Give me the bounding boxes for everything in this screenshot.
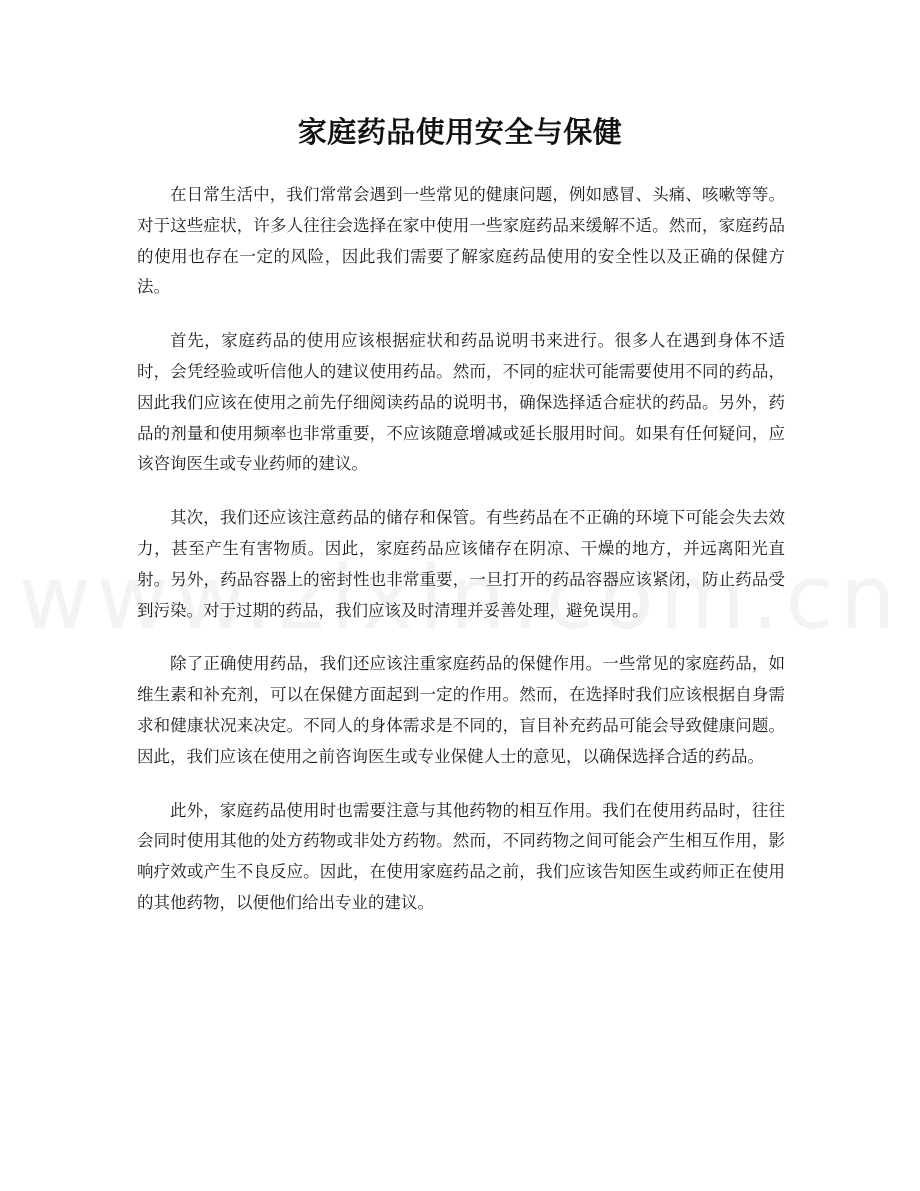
paragraph-intro: 在日常生活中，我们常常会遇到一些常见的健康问题，例如感冒、头痛、咳嗽等等。对于这些症状，许多人往往会选择在家中使用一些家庭药品来缓解不适。然而，家庭药品的使用也存在一定的风险，因此我们需要了解家庭药品使用的安全性以及正确的保健方法。 <box>137 185 785 297</box>
document-title: 家庭药品使用安全与保健 <box>297 115 623 149</box>
paragraph-second: 其次，我们还应该注意药品的储存和保管。有些药品在不正确的环境下可能会失去效力，甚至产生有害物质。因此，家庭药品应该储存在阴凉、干燥的地方，并远离阳光直射。另外，药品容器上的密封性也非常重要，一旦打开的药品容器应该紧闭，防止药品受到污染。对于过期的药品，我们应该及时清理并妥善处理，避免误用。 <box>137 508 785 620</box>
paragraph-first: 首先，家庭药品的使用应该根据症状和药品说明书来进行。很多人在遇到身体不适时，会凭经验或听信他人的建议使用药品。然而，不同的症状可能需要使用不同的药品，因此我们应该在使用之前先仔细阅读药品的说明书，确保选择适合症状的药品。另外，药品的剂量和使用频率也非常重要，不应该随意增减或延长服用时间。如果有任何疑问，应该咨询医生或专业药师的建议。 <box>137 331 785 474</box>
paragraph-third: 除了正确使用药品，我们还应该注重家庭药品的保健作用。一些常见的家庭药品，如维生素和补充剂，可以在保健方面起到一定的作用。然而，在选择时我们应该根据自身需求和健康状况来决定。不同人的身体需求是不同的，盲目补充药品可能会导致健康问题。因此，我们应该在使用之前咨询医生或专业保健人士的意见，以确保选择合适的药品。 <box>137 654 785 766</box>
document-body <box>137 180 785 942</box>
paragraph-fourth: 此外，家庭药品使用时也需要注意与其他药物的相互作用。我们在使用药品时，往往会同时使用其他的处方药物或非处方药物。然而，不同药物之间可能会产生相互作用，影响疗效或产生不良反应。因此，在使用家庭药品之前，我们应该告知医生或药师正在使用的其他药物，以便他们给出专业的建议。 <box>137 800 785 912</box>
